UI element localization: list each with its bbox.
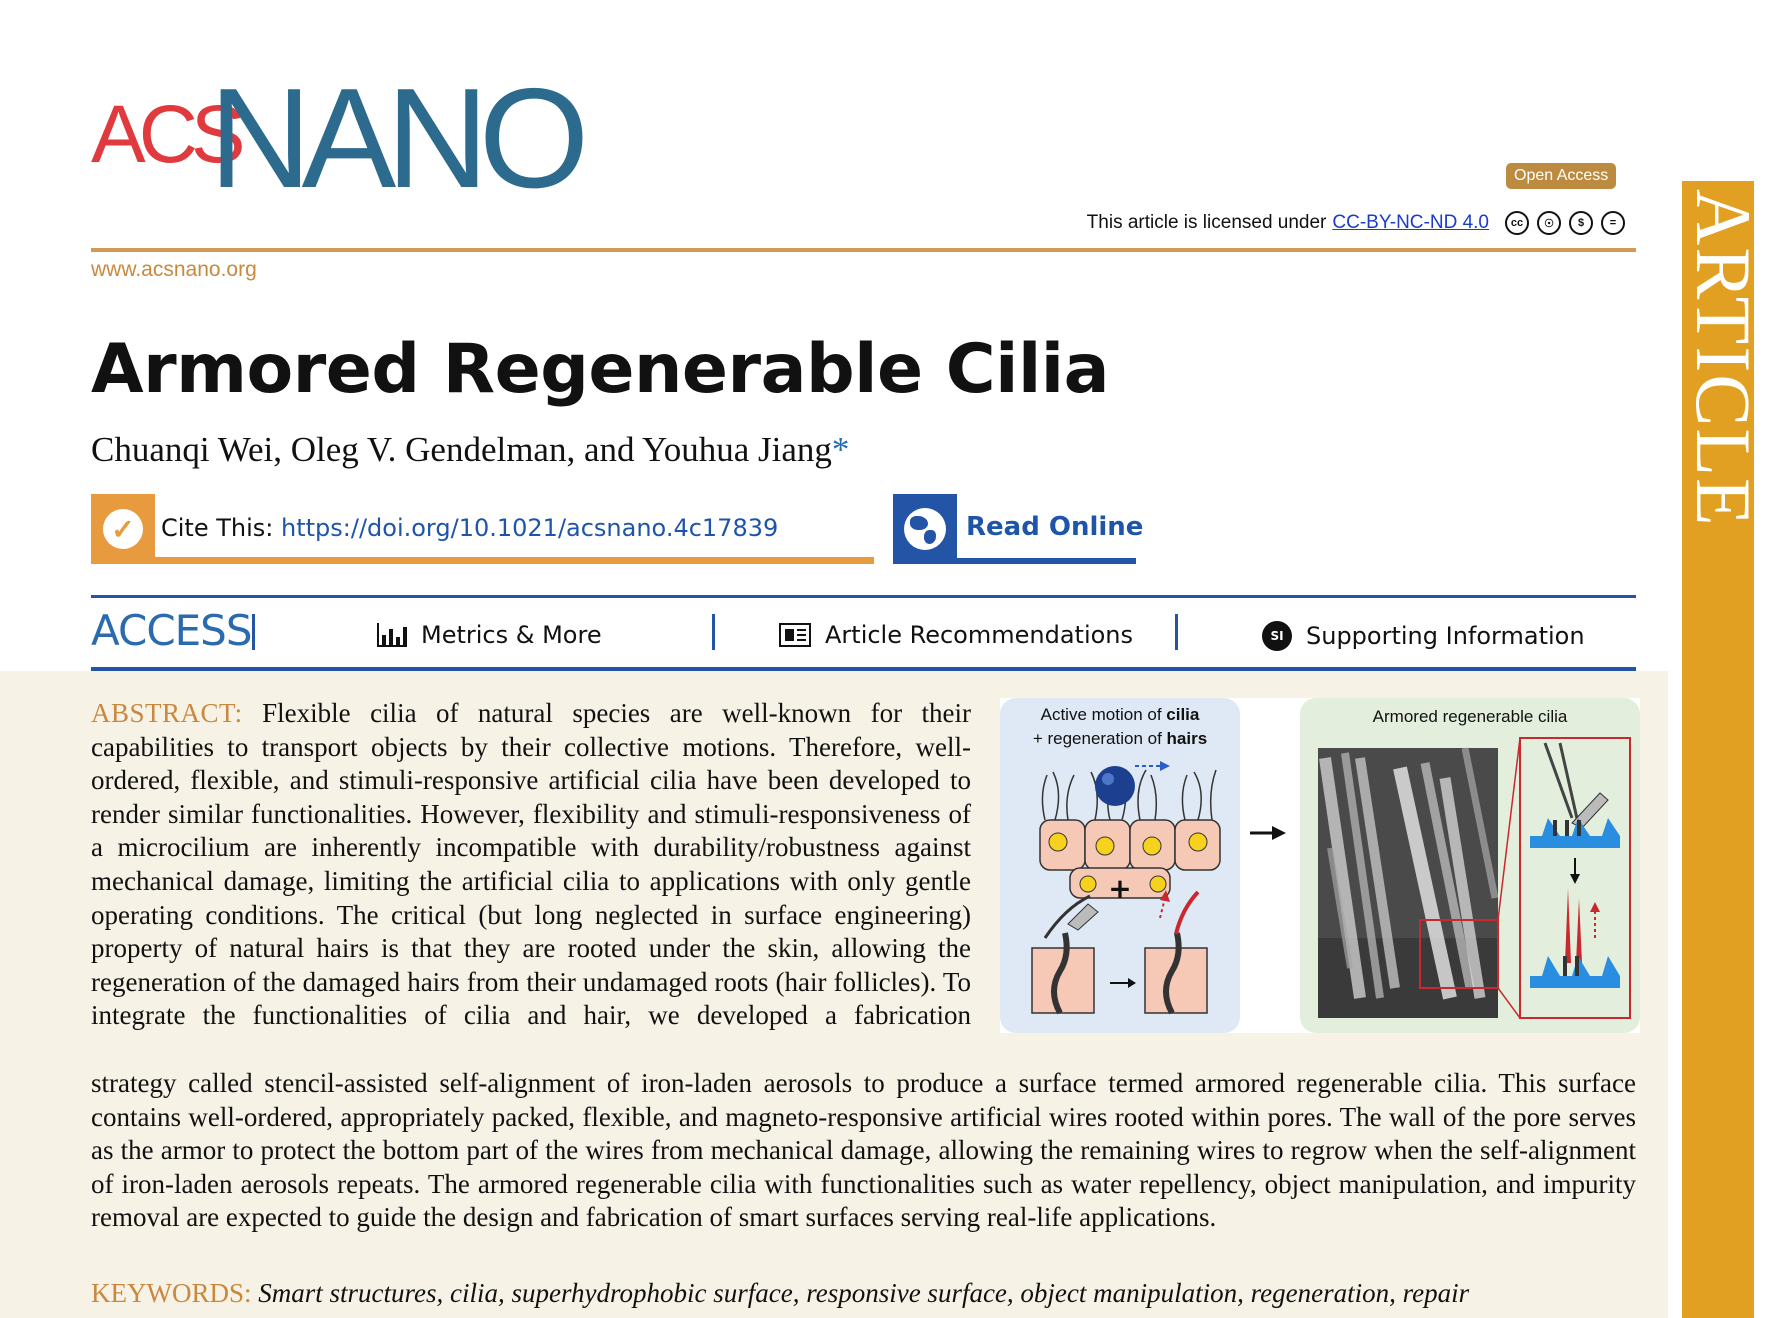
left-title-line-1: Active motion of cilia [1040,705,1200,724]
read-online-underline [893,558,1136,564]
access-divider [1175,614,1178,650]
metrics-label: Metrics & More [421,621,602,649]
license-prefix: This article is licensed under [1086,212,1327,233]
checkmark-icon: ✓ [103,509,143,549]
abstract-text-1: Flexible cilia of natural species are well-known for their capabilities to transport objects by their collective motions. Therefore, well-ordered, flexible, and stimuli-responsive artificial cilia have been developed to render similar functionalities. However, flexibility and stimuli-responsiveness of a microcilium are inherently incompatible with durability/robustness against mechanical damage, limiting the artificial cilia to applications with only gentle operating conditions. The critical (but long neglected in surface engineering) property of natural hairs is that they are rooted under the skin, allowing the regeneration of the damaged hairs from their undamaged roots (hair follicles). To integrate the functionalities of cilia and hair, we developed a fabrication [91,698,971,1031]
header-rule [91,248,1636,252]
metrics-more-link[interactable] [377,621,602,649]
journal-url[interactable]: www.acsnano.org [91,258,257,281]
toc-graphic [1000,698,1640,1033]
cc-icons [1505,211,1625,235]
access-divider [252,614,255,650]
logo-acs: ACS [91,89,239,180]
article-title: Armored Regenerable Cilia [91,330,1109,409]
license-link[interactable]: CC-BY-NC-ND 4.0 [1332,212,1489,233]
license-line [1087,211,1625,235]
access-bar-top-rule [91,595,1636,598]
author-line [91,430,849,470]
toc-graphic-svg [1000,698,1640,1033]
left-title-line-2: + regeneration of hairs [1032,729,1208,748]
open-access-badge: Open Access [1506,163,1616,189]
cite-text [161,514,778,542]
cite-this-bar [91,494,874,564]
keywords-line [91,1278,1469,1309]
article-side-label: ARTICLE [1680,189,1767,528]
supporting-information-link[interactable] [1262,621,1585,651]
logo-nano: NANO [209,59,580,218]
abstract-part-1 [91,697,971,1033]
si-icon: SI [1262,621,1292,651]
bar-chart-icon [377,623,407,647]
abstract-part-2: strategy called stencil-assisted self-alignment of iron-laden aerosols to produce a surface termed armored regenerable cilia. This surface contains well-ordered, appropriately packed, flexible, and magneto-responsive artificial wires rooted within pores. The wall of the pore serves as the armor to protect the bottom part of the wires from mechanical damage, allowing the remaining wires to regrow when the self-alignment of iron-laden aerosols repeats. The armored regenerable cilia with functionalities such as water repellency, object manipulation, and impurity removal are expected to guide the design and fabrication of smart surfaces serving real-life applications. [91,1068,1636,1233]
by-icon: ☉ [1537,211,1561,235]
article-recommendations-link[interactable] [779,621,1133,649]
read-online-button[interactable] [893,494,1144,564]
transported-ball [1095,766,1135,806]
read-online-icon-box [893,494,957,564]
recommendations-label: Article Recommendations [825,621,1134,649]
cc-icon: cc [1505,211,1529,235]
nc-icon: $ [1569,211,1593,235]
supporting-label: Supporting Information [1306,622,1585,650]
cite-underline [91,557,874,564]
newspaper-icon [779,623,811,647]
corresponding-author-mark[interactable]: * [831,430,850,469]
doi-link[interactable]: https://doi.org/10.1021/acsnano.4c17839 [281,514,779,542]
access-label: ACCESS [91,606,252,655]
read-online-label: Read Online [966,512,1144,542]
cite-icon-box [91,494,155,564]
globe-icon [904,508,946,550]
article-side-bar [1680,181,1767,1318]
schematic-panel [1520,738,1630,1018]
keywords-value: Smart structures, cilia, superhydrophobic surface, responsive surface, object manipulation, regeneration, repair [258,1278,1470,1308]
sem-micrograph [1318,748,1498,1018]
keywords-label: KEYWORDS: [91,1278,252,1308]
right-title: Armored regenerable cilia [1372,707,1568,726]
authors: Chuanqi Wei, Oleg V. Gendelman, and Youhua Jiang [91,430,832,469]
nd-icon: = [1601,211,1625,235]
abstract-label: ABSTRACT: [91,698,243,728]
access-divider [712,614,715,650]
plus-sign: + [1108,872,1132,905]
cite-label: Cite This: [161,514,274,542]
